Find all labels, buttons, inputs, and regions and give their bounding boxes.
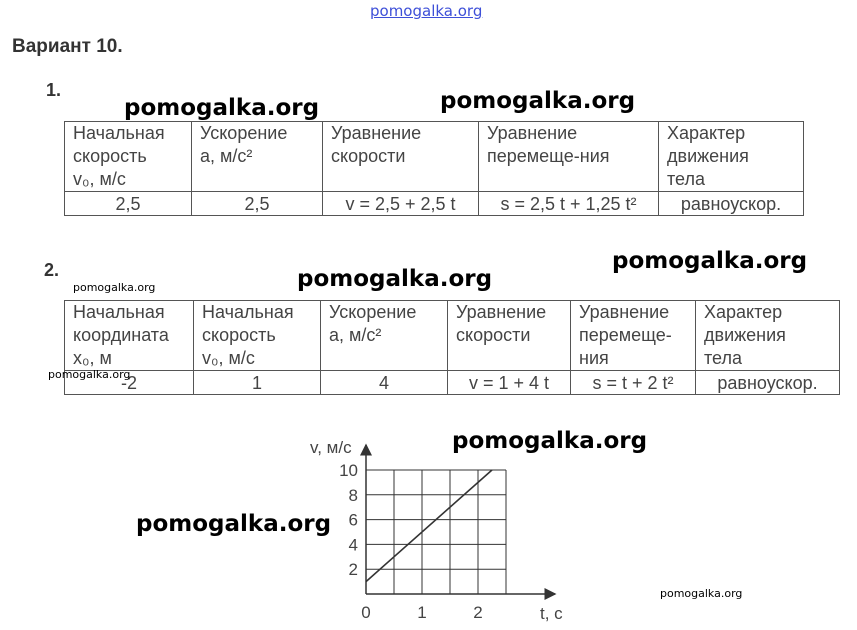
table-cell: равноускор. <box>659 192 804 216</box>
y-tick-label: 6 <box>348 510 358 530</box>
table-row <box>65 192 804 216</box>
table-header-cell: Характер движения тела <box>659 122 804 192</box>
series-line <box>366 470 492 582</box>
table-cell: v = 1 + 4 t <box>448 371 571 395</box>
table-cell: s = 2,5 t + 1,25 t² <box>479 192 659 216</box>
variant-heading: Вариант 10. <box>12 36 123 57</box>
table-header-cell: Характер движения тела <box>696 301 840 371</box>
table-header-row <box>65 122 804 192</box>
x-tick-label: 0 <box>361 603 371 622</box>
table-cell: 4 <box>321 371 448 395</box>
watermark: pomogalka.org <box>440 88 636 114</box>
x-axis-label: t, с <box>540 604 563 623</box>
y-tick-label: 10 <box>339 461 358 480</box>
y-axis-label: v, м/с <box>310 438 352 457</box>
task-1-number: 1. <box>46 80 62 100</box>
table-cell: 2,5 <box>65 192 192 216</box>
table-cell: 1 <box>194 371 321 395</box>
table-header-cell: Уравнение перемеще-ния <box>479 122 659 192</box>
chart-grid <box>366 470 506 594</box>
watermark: pomogalka.org <box>660 587 743 600</box>
table-header-cell: Уравнение перемеще- ния <box>571 301 696 371</box>
watermark: pomogalka.org <box>297 266 493 292</box>
velocity-chart <box>290 425 590 630</box>
watermark: pomogalka.org <box>48 368 131 381</box>
table-header-cell: Уравнение скорости <box>448 301 571 371</box>
table-header-cell: Уравнение скорости <box>323 122 479 192</box>
task-2-table <box>64 300 840 395</box>
watermark-top[interactable]: pomogalka.org <box>370 2 483 20</box>
y-tick-label: 8 <box>348 485 358 505</box>
table-header-cell: Ускорение a, м/с² <box>192 122 323 192</box>
table-cell: v = 2,5 + 2,5 t <box>323 192 479 216</box>
table-header-cell: Начальная скорость v₀, м/с <box>194 301 321 371</box>
table-header-cell: Ускорение a, м/с² <box>321 301 448 371</box>
watermark: pomogalka.org <box>73 281 156 294</box>
watermark: pomogalka.org <box>124 95 320 121</box>
table-cell: s = t + 2 t² <box>571 371 696 395</box>
x-tick-label: 1 <box>417 603 427 622</box>
table-cell: равноускор. <box>696 371 840 395</box>
table-cell: 2,5 <box>192 192 323 216</box>
table-row <box>65 371 840 395</box>
table-header-cell: Начальная координата x₀, м <box>65 301 194 371</box>
table-header-row <box>65 301 840 371</box>
watermark: pomogalka.org <box>452 428 648 454</box>
table-cell: -2 <box>65 371 194 395</box>
task-1-table <box>64 121 804 216</box>
y-tick-label: 4 <box>348 535 358 555</box>
watermark: pomogalka.org <box>136 511 332 537</box>
watermark: pomogalka.org <box>612 248 808 274</box>
table-header-cell: Начальная скорость v₀, м/с <box>65 122 192 192</box>
y-tick-label: 2 <box>348 560 358 580</box>
task-2-number: 2. <box>44 260 60 280</box>
x-tick-label: 2 <box>473 603 483 622</box>
